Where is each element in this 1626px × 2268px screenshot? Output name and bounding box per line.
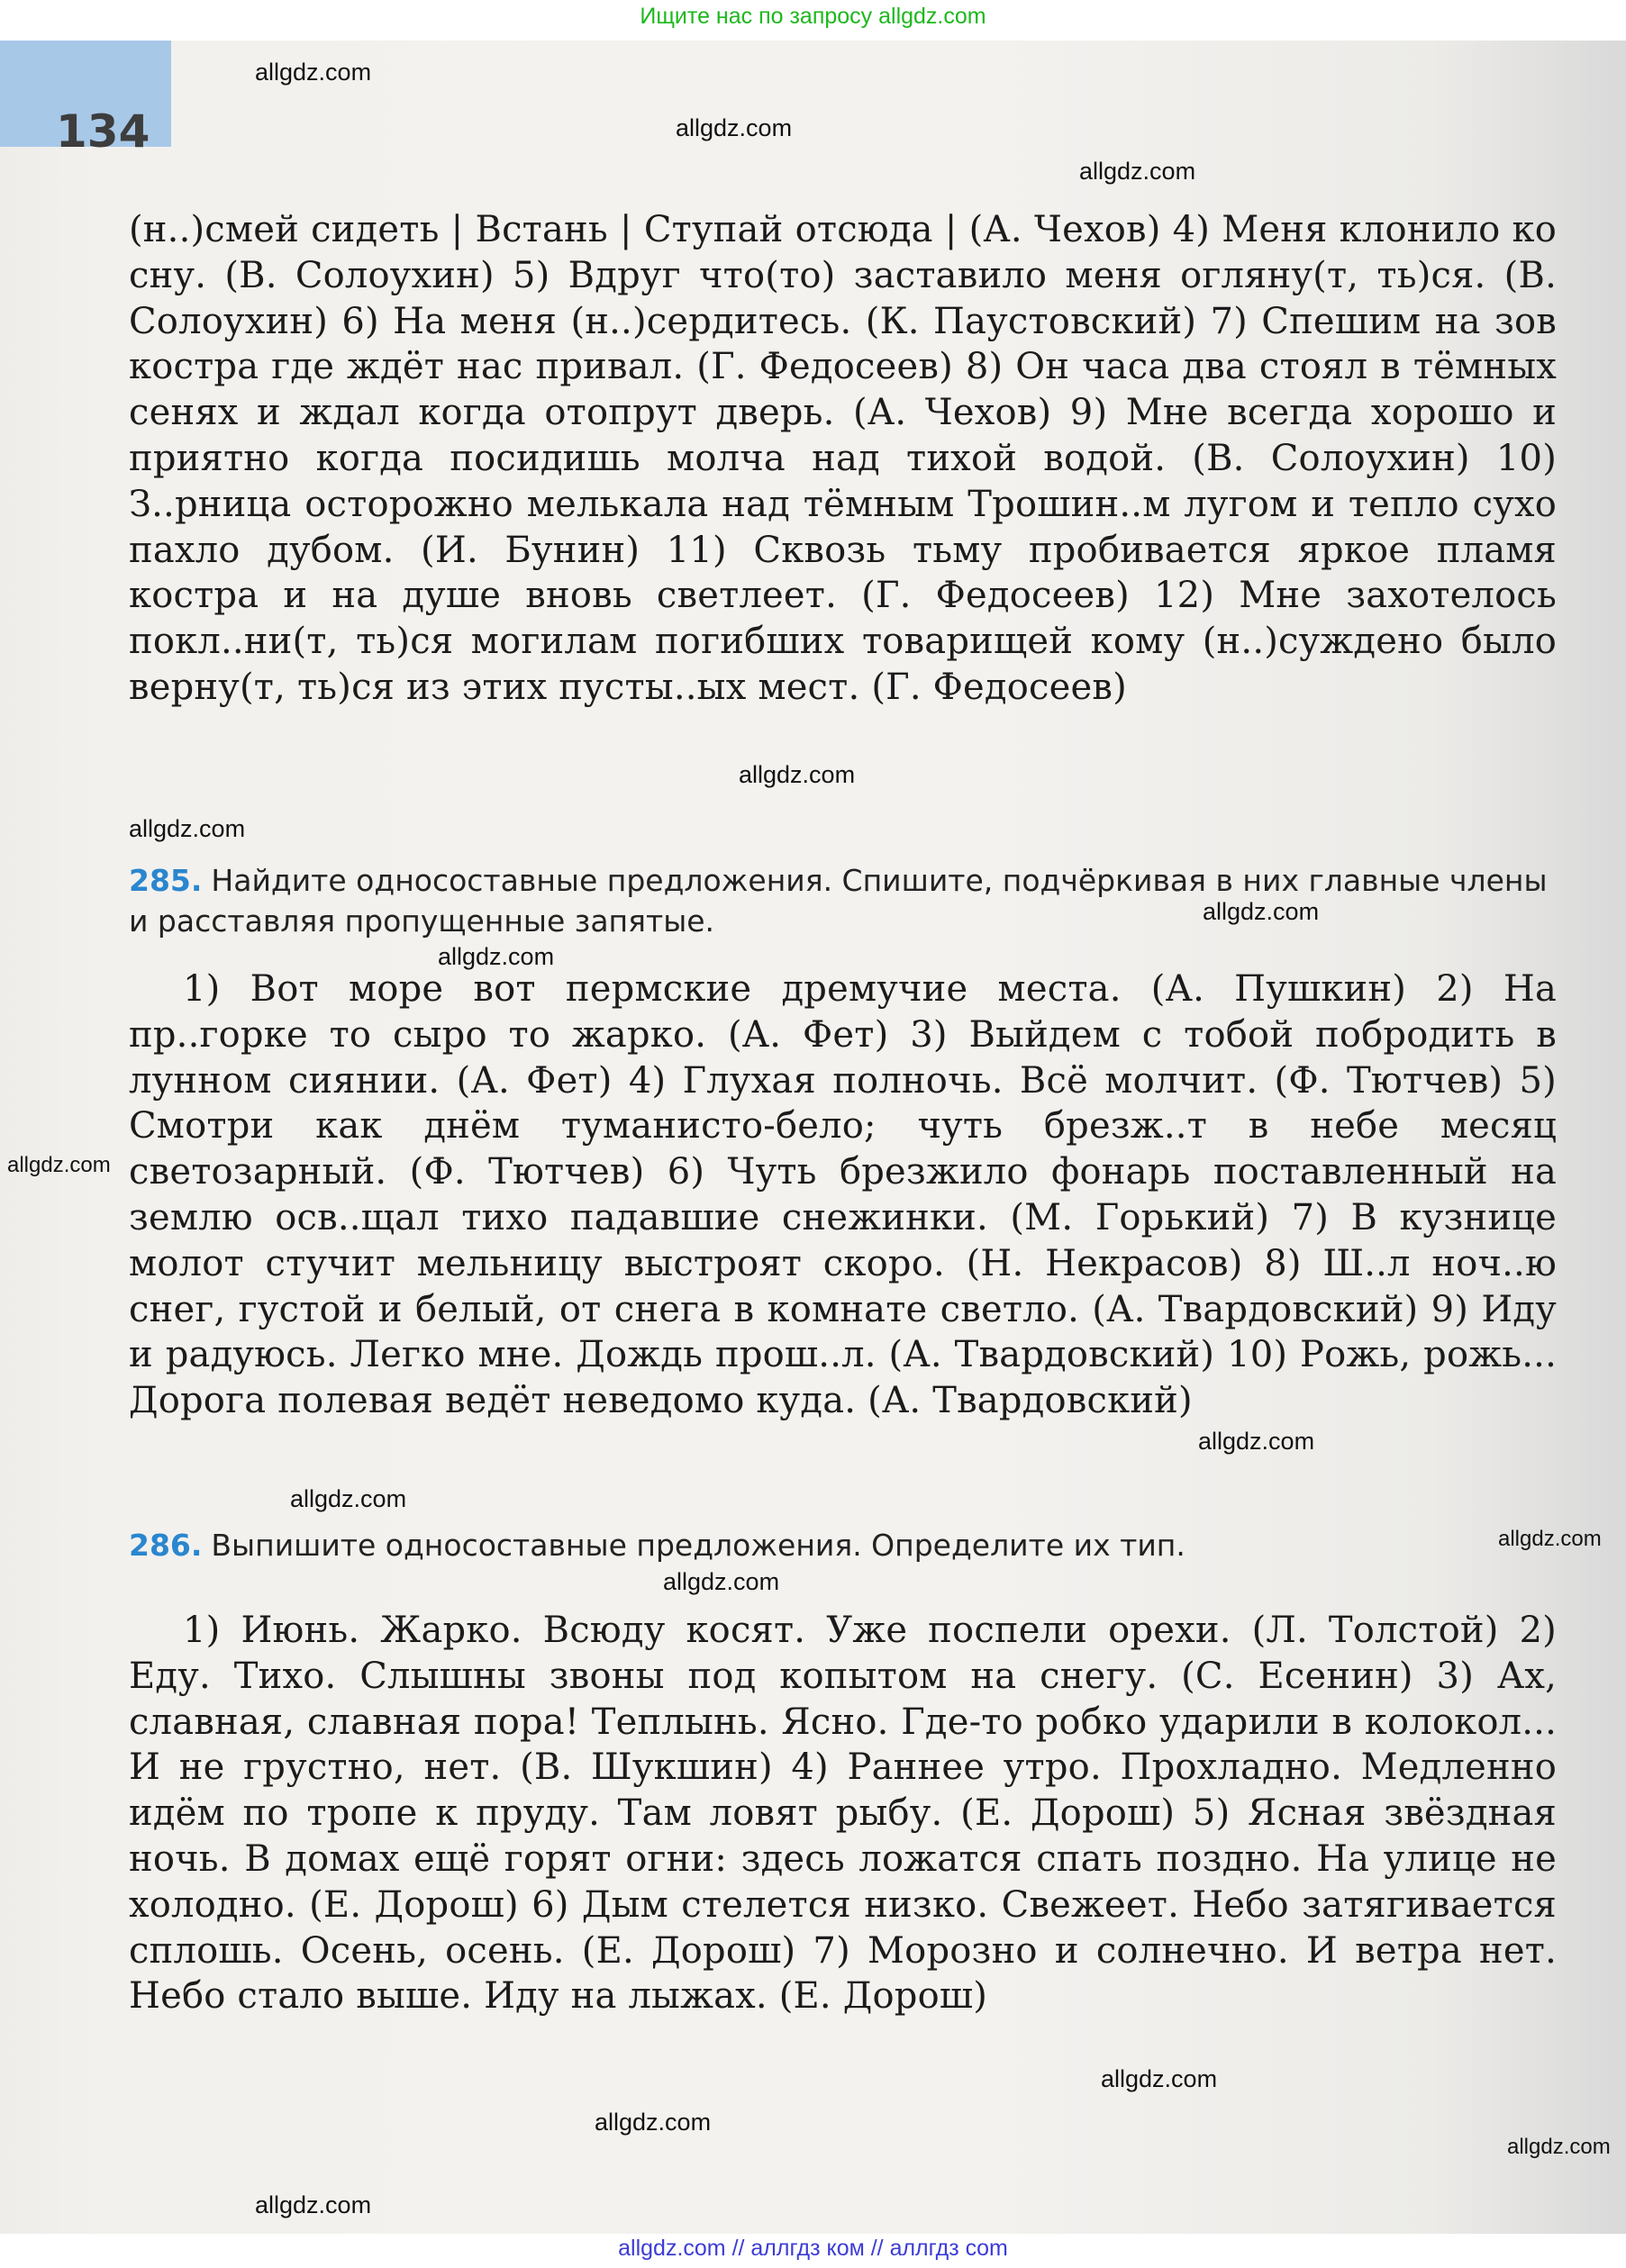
exercise-285-text: 1) Вот море вот пермские дремучие места. (А. Пушкин) 2) На пр..горке то сыро то жарко. (А. Фет) 3) Выйдем с тобой побродить в лунном сиянии. (А. Фет) 4) Глухая полночь. Всё молчит. (Ф. Тютчев) 5) Смотри как днём туманисто-бело; чуть брезж..т в небе месяц светозарный. (Ф. Тютчев) 6) Чуть брезжило фонарь поставленный на землю осв..щал тихо падавшие снежинки. (М. Горький) 7) В кузнице молот стучит мельницу выстроят скоро. (Н. Некрасов) 8) Ш..л ноч..ю снег, густой и белый, от снега в комнате светло. (А. Твардовский) 9) Иду и радуюсь. Легко мне. Дождь прош..л. (А. Твардовский) 10) Рожь, рожь... Дорога полевая ведёт неведомо куда. (А. Твардовский) [129,968,1557,1422]
task-285-number: 285. [129,863,203,898]
watermark: allgdz.com [1198,1428,1315,1455]
watermark: allgdz.com [595,2109,712,2136]
watermark: allgdz.com [676,114,793,141]
task-286-number: 286. [129,1528,203,1563]
watermark: allgdz.com [1498,1527,1602,1551]
task-285-text: Найдите односоставные предложения. Спишите, подчёркивая в них главные члены и расставляя пропущенные запятые. [129,863,1548,939]
watermark: allgdz.com [1079,158,1196,185]
page-number: 134 [56,105,150,158]
book-page [0,41,1626,2234]
bottom-banner[interactable]: allgdz.com // аллгдз ком // аллгдз com [618,2236,1008,2261]
watermark: allgdz.com [1101,2065,1218,2092]
top-banner[interactable]: Ищите нас по запросу allgdz.com [640,4,986,29]
watermark: allgdz.com [290,1485,407,1512]
exercise-286-text: 1) Июнь. Жарко. Всюду косят. Уже поспели орехи. (Л. Толстой) 2) Еду. Тихо. Слышны звоны под копытом на снегу. (С. Есенин) 3) Ах, славная, славная пора! Теплынь. Ясно. Где-то робко ударили в колокол... И не грустно, нет. (В. Шукшин) 4) Раннее утро. Прохладно. Медленно идём по тропе к пруду. Там ловят рыбу. (Е. Дорош) 5) Ясная звёздная ночь. В домах ещё горят огни: здесь ложатся спать поздно. На улице не холодно. (Е. Дорош) 6) Дым стелется низко. Свежеет. Небо затягивается сплошь. Осень, осень. (Е. Дорош) 7) Морозно и солнечно. И ветра нет. Небо стало выше. Иду на лыжах. (Е. Дорош) [129,1610,1557,2018]
watermark: allgdz.com [255,59,372,86]
task-286-text: Выпишите односоставные предложения. Определите их тип. [211,1528,1185,1563]
watermark: allgdz.com [7,1153,111,1177]
watermark: allgdz.com [438,943,555,970]
watermark: allgdz.com [1507,2135,1611,2159]
watermark: allgdz.com [739,761,856,788]
watermark: allgdz.com [129,815,246,842]
watermark: allgdz.com [255,2191,372,2218]
watermark: allgdz.com [1203,898,1320,925]
exercise-text-continued: (н..)смей сидеть | Встань | Ступай отсюда | (А. Чехов) 4) Меня клонило ко сну. (В. Солоухин) 5) Вдруг что(то) заставило меня огляну(т, ть)ся. (В. Солоухин) 6) На меня (н..)сердитесь. (К. Паустовский) 7) Спешим на зов костра где ждёт нас привал. (Г. Федосеев) 8) Он часа два стоял в тёмных сенях и ждал когда отопрут дверь. (А. Чехов) 9) Мне всегда хорошо и приятно когда посидишь молча над тихой водой. (В. Солоухин) 10) З..рница осторожно мелькала над тёмным Трошин..м лугом и тепло сухо пахло дубом. (И. Бунин) 11) Сквозь тьму пробивается яркое пламя костра и на душе вновь светлеет. (Г. Федосеев) 12) Мне захотелось покл..ни(т, ть)ся могилам погибших товарищей кому (н..)суждено было верну(т, ть)ся из этих пусты..ых мест. (Г. Федосеев) [129,209,1557,708]
task-285-instruction [129,860,1561,941]
watermark: allgdz.com [663,1568,780,1595]
task-286-instruction [129,1525,1561,1565]
